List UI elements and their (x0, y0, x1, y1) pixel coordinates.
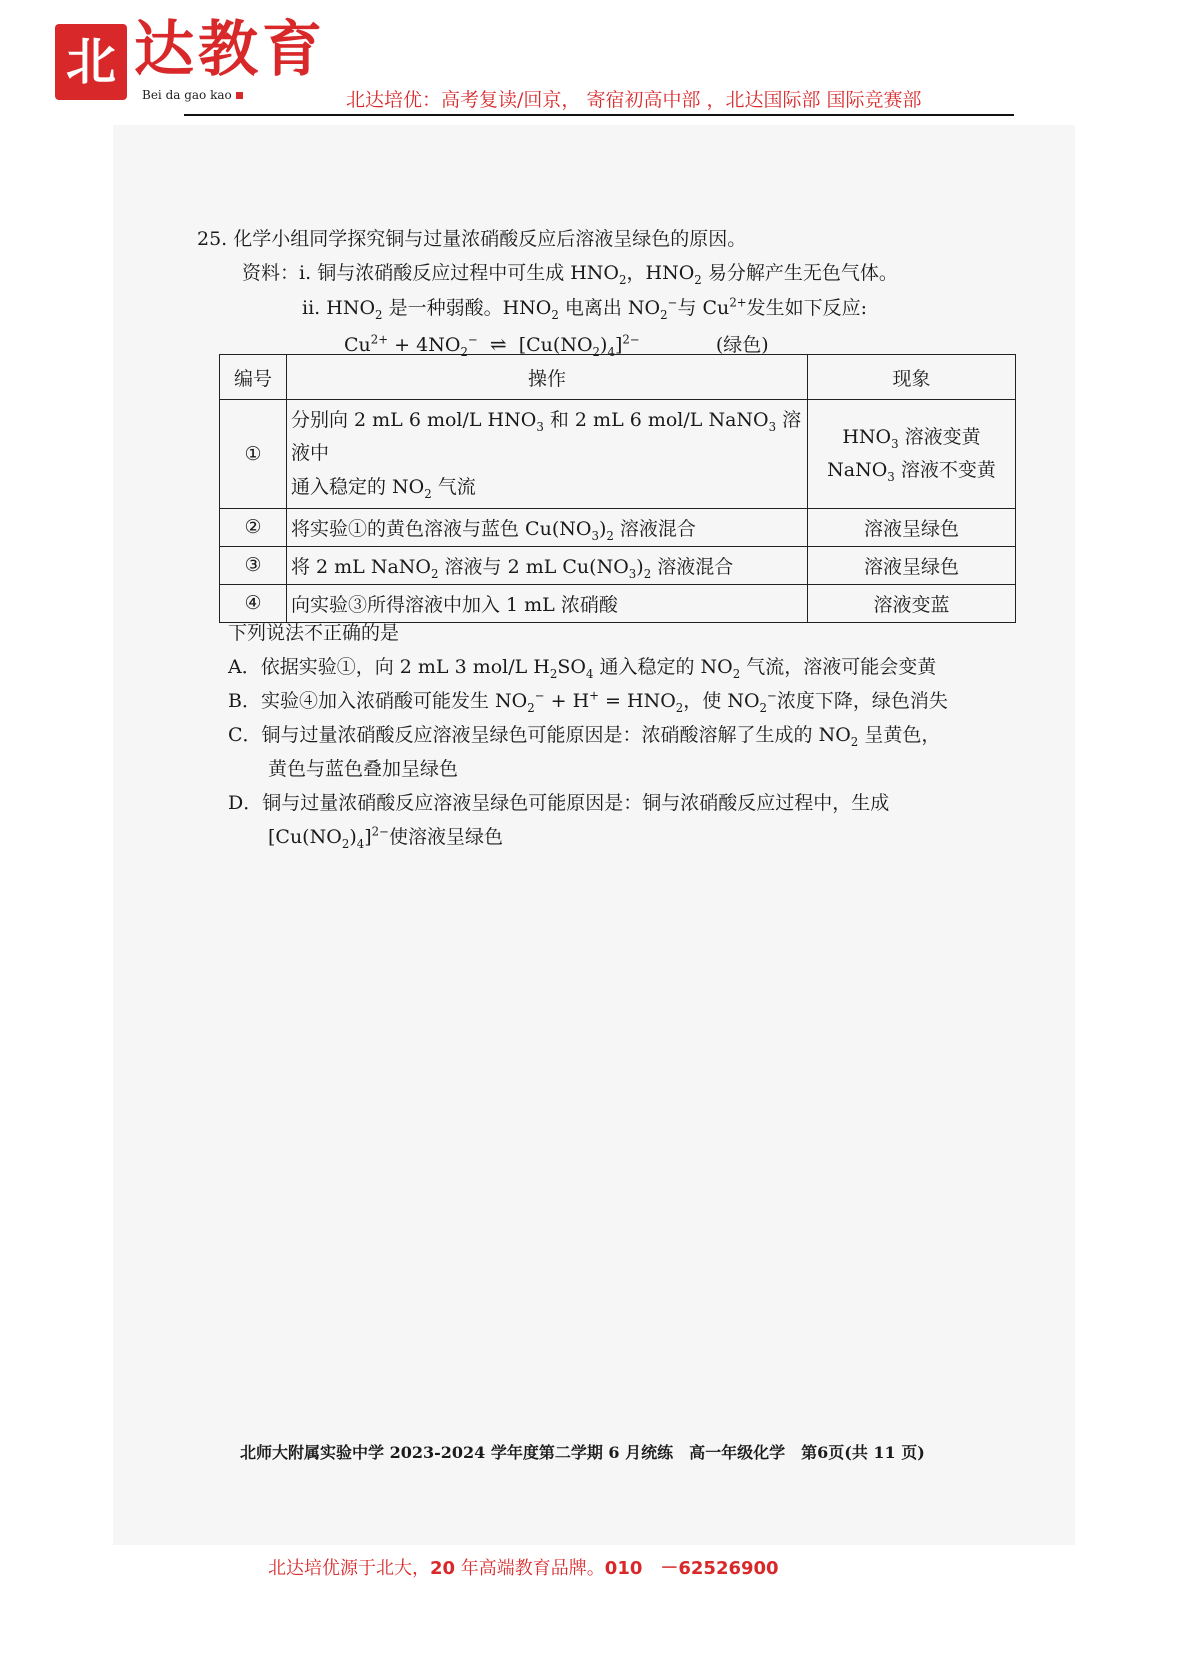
info-i-text: 铜与浓硝酸反应过程中可生成 $HNO_2$，$HNO_2$ 易分解产生无色气体。 (317, 262, 898, 287)
row-phenomenon: 溶液变蓝 (808, 584, 1016, 622)
brand-logo-mark (55, 24, 127, 100)
table-row (220, 546, 1016, 584)
question-stem (197, 228, 746, 251)
logo-char: 北 (66, 32, 116, 91)
header-slogan: 北达培优：高考复读/回京， 寄宿初高中部 ，北达国际部 国际竞赛部 (346, 89, 922, 111)
option-d-continued: $[Cu(NO_2)_4]^{2-}$使溶液呈绿色 (268, 824, 504, 851)
row-operation: 将实验①的黄色溶液与蓝色 $Cu(NO_3)_2$ 溶液混合 (287, 508, 808, 546)
header-divider (184, 114, 1014, 116)
row-phenomenon: 溶液呈绿色 (808, 508, 1016, 546)
row-operation: 分别向 2 mL 6 mol/L $HNO_3$ 和 2 mL 6 mol/L NaNO$_3$ 溶液中 通入稳定的 $NO_2$ 气流 (287, 400, 808, 509)
question-number: 25. (197, 228, 228, 250)
option-b: B．实验④加入浓硝酸可能发生 $NO_2^- + H^+ = HNO_2$，使 $NO_2^-$浓度下降，绿色消失 (228, 688, 948, 715)
header-number: 编号 (220, 355, 287, 400)
brand-logo-pinyin: Bei da gao kao (142, 88, 243, 102)
info-ii-number: ii. (302, 297, 321, 319)
equation-color-note: (绿色) (715, 334, 769, 356)
row-number: ② (220, 508, 287, 546)
exam-footer: 北师大附属实验中学 2023-2024 学年度第二学期 6 月统练 高一年级化学 第6页(共 11 页) (240, 1443, 925, 1462)
info-label: 资料： (242, 262, 300, 284)
question-text: 化学小组同学探究铜与过量浓硝酸反应后溶液呈绿色的原因。 (233, 228, 747, 250)
equation-body: $Cu^{2+} + 4NO_2^-$ ⇌ $[Cu(NO_2)_4]^{2-}$ (344, 332, 640, 359)
row-operation: 向实验③所得溶液中加入 1 mL 浓硝酸 (287, 584, 808, 622)
header-operation: 操作 (287, 355, 808, 400)
row-phenomenon: 溶液呈绿色 (808, 546, 1016, 584)
brand-logo-text: 达教育 (134, 15, 326, 85)
table-row (220, 400, 1016, 509)
brand-footer: 北达培优源于北大，20 年高端教育品牌。010 －62526900 (268, 1558, 779, 1579)
experiment-table (219, 354, 1016, 623)
question-prompt: 下列说法不正确的是 (228, 622, 400, 644)
logo-dot-icon (236, 92, 243, 99)
header-phenomenon: 现象 (808, 355, 1016, 400)
row-number: ③ (220, 546, 287, 584)
row-phenomenon: $HNO_3$ 溶液变黄 NaNO$_3$ 溶液不变黄 (808, 400, 1016, 509)
info-item-i (242, 262, 898, 285)
info-item-ii (302, 297, 867, 320)
row-number: ④ (220, 584, 287, 622)
option-c: C．铜与过量浓硝酸反应溶液呈绿色可能原因是：浓硝酸溶解了生成的 $NO_2$ 呈黄色， (228, 724, 941, 749)
table-header-row (220, 355, 1016, 400)
info-ii-text: $HNO_2$ 是一种弱酸。$HNO_2$ 电离出 $NO_2^-$与 $Cu^{2+}$发生如下反应: (326, 295, 868, 322)
row-number: ① (220, 400, 287, 509)
option-d: D．铜与过量浓硝酸反应溶液呈绿色可能原因是：铜与浓硝酸反应过程中，生成 (228, 792, 890, 814)
info-i-number: i. (299, 262, 312, 284)
table-row (220, 508, 1016, 546)
table-row (220, 584, 1016, 622)
option-c-continued: 黄色与蓝色叠加呈绿色 (268, 758, 459, 780)
option-a: A．依据实验①，向 2 mL 3 mol/L $H_2SO_4$ 通入稳定的 $NO_2$ 气流，溶液可能会变黄 (228, 656, 937, 681)
row-operation: 将 2 mL NaNO$_2$ 溶液与 2 mL $Cu(NO_3)_2$ 溶液混合 (287, 546, 808, 584)
